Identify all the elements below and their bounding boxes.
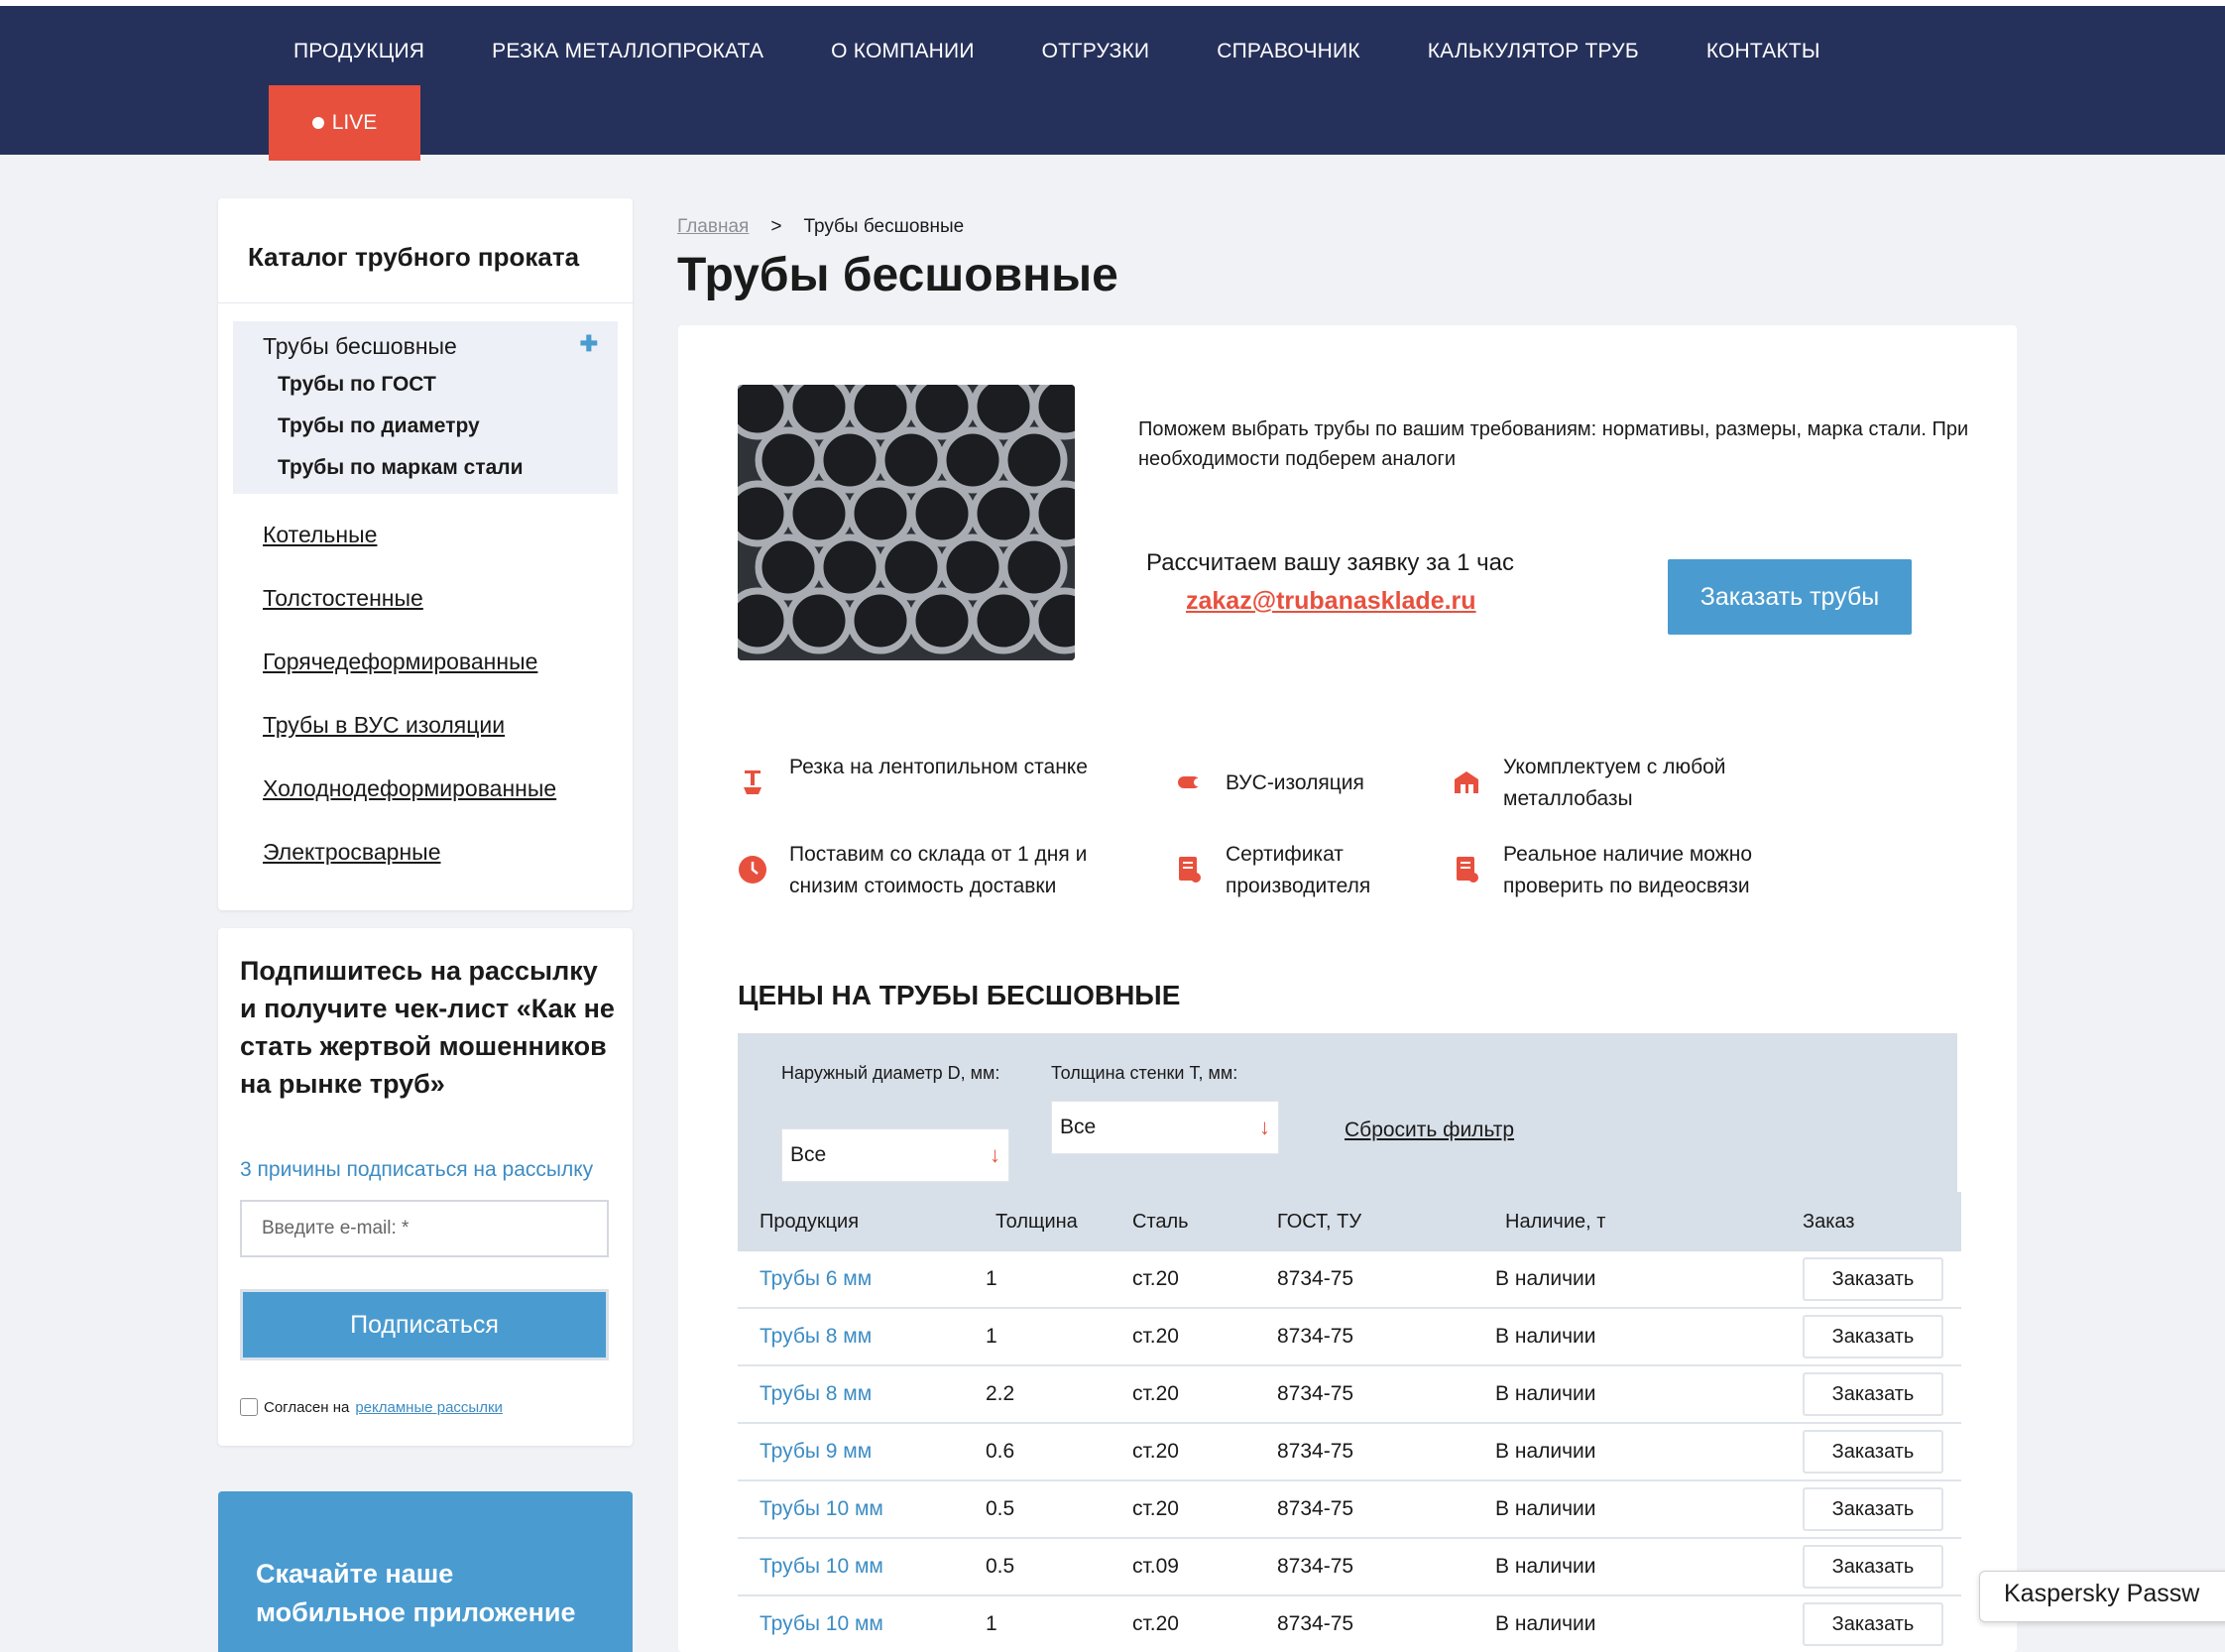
order-cell <box>1773 1372 1961 1416</box>
thickness-select[interactable] <box>1051 1101 1279 1154</box>
steel-cell: ст.09 <box>1132 1555 1179 1578</box>
thickness-cell: 2.2 <box>986 1382 1015 1405</box>
product-link[interactable]: Трубы 8 мм <box>760 1382 873 1405</box>
col-steel: Сталь <box>1132 1210 1189 1233</box>
arrow-down-icon: ↓ <box>1259 1115 1270 1139</box>
feature-insulation <box>1174 767 1432 799</box>
nav-item-reference[interactable]: СПРАВОЧНИК <box>1217 40 1360 62</box>
gost-cell: 8734-75 <box>1277 1555 1354 1578</box>
availability-cell: В наличии <box>1495 1382 1596 1405</box>
feature-warehouse <box>1452 752 1809 815</box>
insulation-icon <box>1174 767 1204 797</box>
order-cell <box>1773 1315 1961 1358</box>
order-pipes-button[interactable]: Заказать трубы <box>1668 559 1912 635</box>
thickness-cell: 1 <box>986 1267 997 1290</box>
gost-cell: 8734-75 <box>1277 1325 1354 1348</box>
catalog-active-group <box>233 321 618 494</box>
table-row <box>738 1251 1961 1309</box>
diameter-select-value: Все <box>790 1143 827 1166</box>
product-link[interactable]: Трубы 6 мм <box>760 1267 873 1290</box>
diameter-select[interactable] <box>781 1128 1009 1182</box>
catalog-sidebar <box>218 198 633 910</box>
breadcrumb-current: Трубы бесшовные <box>803 216 965 237</box>
table-row <box>738 1309 1961 1366</box>
nav-item-about[interactable]: О КОМПАНИИ <box>831 40 975 62</box>
feature-certificate <box>1174 839 1432 902</box>
feature-insulation-text: ВУС-изоляция <box>1226 771 1364 794</box>
thickness-cell: 0.6 <box>986 1440 1015 1463</box>
product-link[interactable]: Трубы 9 мм <box>760 1440 873 1463</box>
order-cell <box>1773 1602 1961 1646</box>
feature-warehouse-text: Укомплектуем с любой металлобазы <box>1503 756 1726 810</box>
nav-items <box>270 32 1864 71</box>
order-row-button[interactable]: Заказать <box>1803 1545 1943 1589</box>
diameter-filter-label: Наружный диаметр D, мм: <box>781 1063 1000 1083</box>
feature-delivery-text: Поставим со склада от 1 дня и снизим стоимость доставки <box>789 843 1088 897</box>
steel-cell: ст.20 <box>1132 1497 1179 1520</box>
warehouse-icon <box>1452 767 1481 797</box>
breadcrumb-separator: > <box>770 216 782 237</box>
order-email-link[interactable]: zakaz@trubanasklade.ru <box>1186 587 1476 615</box>
price-filter <box>738 1033 1957 1192</box>
order-row-button[interactable]: Заказать <box>1803 1487 1943 1531</box>
feature-saw <box>738 752 1095 797</box>
nav-item-calculator[interactable]: КАЛЬКУЛЯТОР ТРУБ <box>1427 40 1639 62</box>
table-row <box>738 1596 1961 1652</box>
gost-cell: 8734-75 <box>1277 1440 1354 1463</box>
product-panel <box>678 325 2017 1652</box>
video-check-icon <box>1452 855 1481 885</box>
availability-cell: В наличии <box>1495 1325 1596 1348</box>
price-table <box>738 1192 1961 1652</box>
arrow-down-icon: ↓ <box>990 1142 1000 1167</box>
breadcrumb <box>677 216 964 238</box>
subscribe-reasons-link[interactable]: 3 причины подписаться на рассылку <box>240 1158 594 1181</box>
col-availability: Наличие, т <box>1505 1210 1606 1233</box>
gost-cell: 8734-75 <box>1277 1497 1354 1520</box>
col-product: Продукция <box>760 1210 860 1233</box>
expand-plus-icon[interactable]: ✚ <box>579 331 598 356</box>
gost-cell: 8734-75 <box>1277 1382 1354 1405</box>
catalog-link-thick-wall[interactable]: Толстостенные <box>263 585 423 611</box>
steel-cell: ст.20 <box>1132 1267 1179 1290</box>
product-link[interactable]: Трубы 10 мм <box>760 1555 883 1578</box>
prices-heading: ЦЕНЫ НА ТРУБЫ БЕСШОВНЫЕ <box>738 980 1181 1010</box>
steel-cell: ст.20 <box>1132 1440 1179 1463</box>
feature-video-check <box>1452 839 1809 902</box>
saw-icon <box>738 767 767 797</box>
nav-item-shipments[interactable]: ОТГРУЗКИ <box>1041 40 1150 62</box>
order-cell <box>1773 1430 1961 1474</box>
catalog-link-vus-insulation[interactable]: Трубы в ВУС изоляции <box>263 712 506 738</box>
order-row-button[interactable]: Заказать <box>1803 1315 1943 1358</box>
subscribe-button[interactable]: Подписаться <box>240 1289 609 1360</box>
mobile-app-promo-text: Скачайте наше мобильное приложение <box>256 1559 576 1627</box>
catalog-sub-steel-grade[interactable]: Трубы по маркам стали <box>278 456 524 479</box>
order-cell <box>1773 1257 1961 1301</box>
table-row <box>738 1539 1961 1596</box>
catalog-link-boiler[interactable]: Котельные <box>263 522 378 547</box>
nav-item-contacts[interactable]: КОНТАКТЫ <box>1705 40 1820 62</box>
thickness-cell: 0.5 <box>986 1555 1015 1578</box>
steel-cell: ст.20 <box>1132 1612 1179 1635</box>
table-row <box>738 1481 1961 1539</box>
live-dot-icon <box>312 117 324 129</box>
table-row <box>738 1424 1961 1481</box>
calc-text: Рассчитаем вашу заявку за 1 час <box>1146 549 1514 576</box>
thickness-cell: 1 <box>986 1612 997 1635</box>
availability-cell: В наличии <box>1495 1555 1596 1578</box>
mobile-app-promo[interactable] <box>218 1491 633 1652</box>
thickness-select-value: Все <box>1060 1116 1097 1138</box>
catalog-sub-diameter[interactable]: Трубы по диаметру <box>278 414 480 437</box>
intro-text: Поможем выбрать трубы по вашим требованиям: нормативы, размеры, марка стали. При необходимости подберем аналоги <box>1138 418 1969 470</box>
catalog-link-cold-formed[interactable]: Холоднодеформированные <box>263 775 557 801</box>
live-button[interactable] <box>269 85 420 161</box>
steel-cell: ст.20 <box>1132 1325 1179 1348</box>
catalog-sub-gost[interactable]: Трубы по ГОСТ <box>278 373 436 396</box>
feature-video-check-text: Реальное наличие можно проверить по видеосвязи <box>1503 843 1753 897</box>
catalog-item-seamless[interactable]: Трубы бесшовные <box>263 333 457 359</box>
page-title: Трубы бесшовные <box>677 249 1118 301</box>
order-row-button[interactable]: Заказать <box>1803 1430 1943 1474</box>
col-gost: ГОСТ, ТУ <box>1277 1210 1362 1233</box>
table-header <box>738 1192 1961 1251</box>
top-navigation <box>0 0 2225 155</box>
subscribe-box <box>218 928 633 1446</box>
catalog-link-hot-formed[interactable]: Горячедеформированные <box>263 649 538 674</box>
catalog-link-electric-welded[interactable]: Электросварные <box>263 839 441 865</box>
subscribe-title: Подпишитесь на рассылку и получите чек-лист «Как не стать жертвой мошенников на рынке труб» <box>240 956 615 1099</box>
product-link[interactable]: Трубы 10 мм <box>760 1497 883 1520</box>
order-row-button[interactable]: Заказать <box>1803 1372 1943 1416</box>
live-label: LIVE <box>331 111 378 134</box>
col-order: Заказ <box>1803 1210 1855 1233</box>
nav-item-products[interactable]: ПРОДУКЦИЯ <box>293 40 425 62</box>
order-cell <box>1773 1487 1961 1531</box>
email-input[interactable]: Введите e-mail: * <box>240 1200 609 1257</box>
pipes-photo <box>738 385 1075 660</box>
agree-row <box>240 1398 503 1416</box>
nav-item-cutting[interactable]: РЕЗКА МЕТАЛЛОПРОКАТА <box>492 40 764 62</box>
table-row <box>738 1366 1961 1424</box>
catalog-title: Каталог трубного проката <box>218 198 633 303</box>
product-link[interactable]: Трубы 8 мм <box>760 1325 873 1348</box>
product-link[interactable]: Трубы 10 мм <box>760 1612 883 1635</box>
order-cell <box>1773 1545 1961 1589</box>
reset-filter-link[interactable]: Сбросить фильтр <box>1345 1119 1515 1141</box>
breadcrumb-home-link[interactable]: Главная <box>677 216 750 237</box>
agree-text: Согласен на <box>264 1398 350 1416</box>
gost-cell: 8734-75 <box>1277 1267 1354 1290</box>
steel-cell: ст.20 <box>1132 1382 1179 1405</box>
order-row-button[interactable]: Заказать <box>1803 1257 1943 1301</box>
availability-cell: В наличии <box>1495 1440 1596 1463</box>
thickness-cell: 0.5 <box>986 1497 1015 1520</box>
clock-icon <box>738 855 767 885</box>
thickness-cell: 1 <box>986 1325 997 1348</box>
feature-saw-text: Резка на лентопильном станке <box>789 756 1088 778</box>
table-body <box>738 1251 1961 1652</box>
col-thickness: Толщина <box>995 1210 1078 1233</box>
availability-cell: В наличии <box>1495 1497 1596 1520</box>
feature-certificate-text: Сертификат производителя <box>1226 843 1371 897</box>
gost-cell: 8734-75 <box>1277 1612 1354 1635</box>
ads-mailing-link[interactable]: рекламные рассылки <box>355 1398 503 1416</box>
availability-cell: В наличии <box>1495 1612 1596 1635</box>
certificate-icon <box>1174 855 1204 885</box>
availability-cell: В наличии <box>1495 1267 1596 1290</box>
order-row-button[interactable]: Заказать <box>1803 1602 1943 1646</box>
agree-checkbox[interactable] <box>240 1398 258 1416</box>
kaspersky-popup[interactable]: Kaspersky Passw <box>1979 1571 2225 1622</box>
feature-delivery <box>738 839 1124 902</box>
thickness-filter-label: Толщина стенки T, мм: <box>1051 1063 1238 1083</box>
